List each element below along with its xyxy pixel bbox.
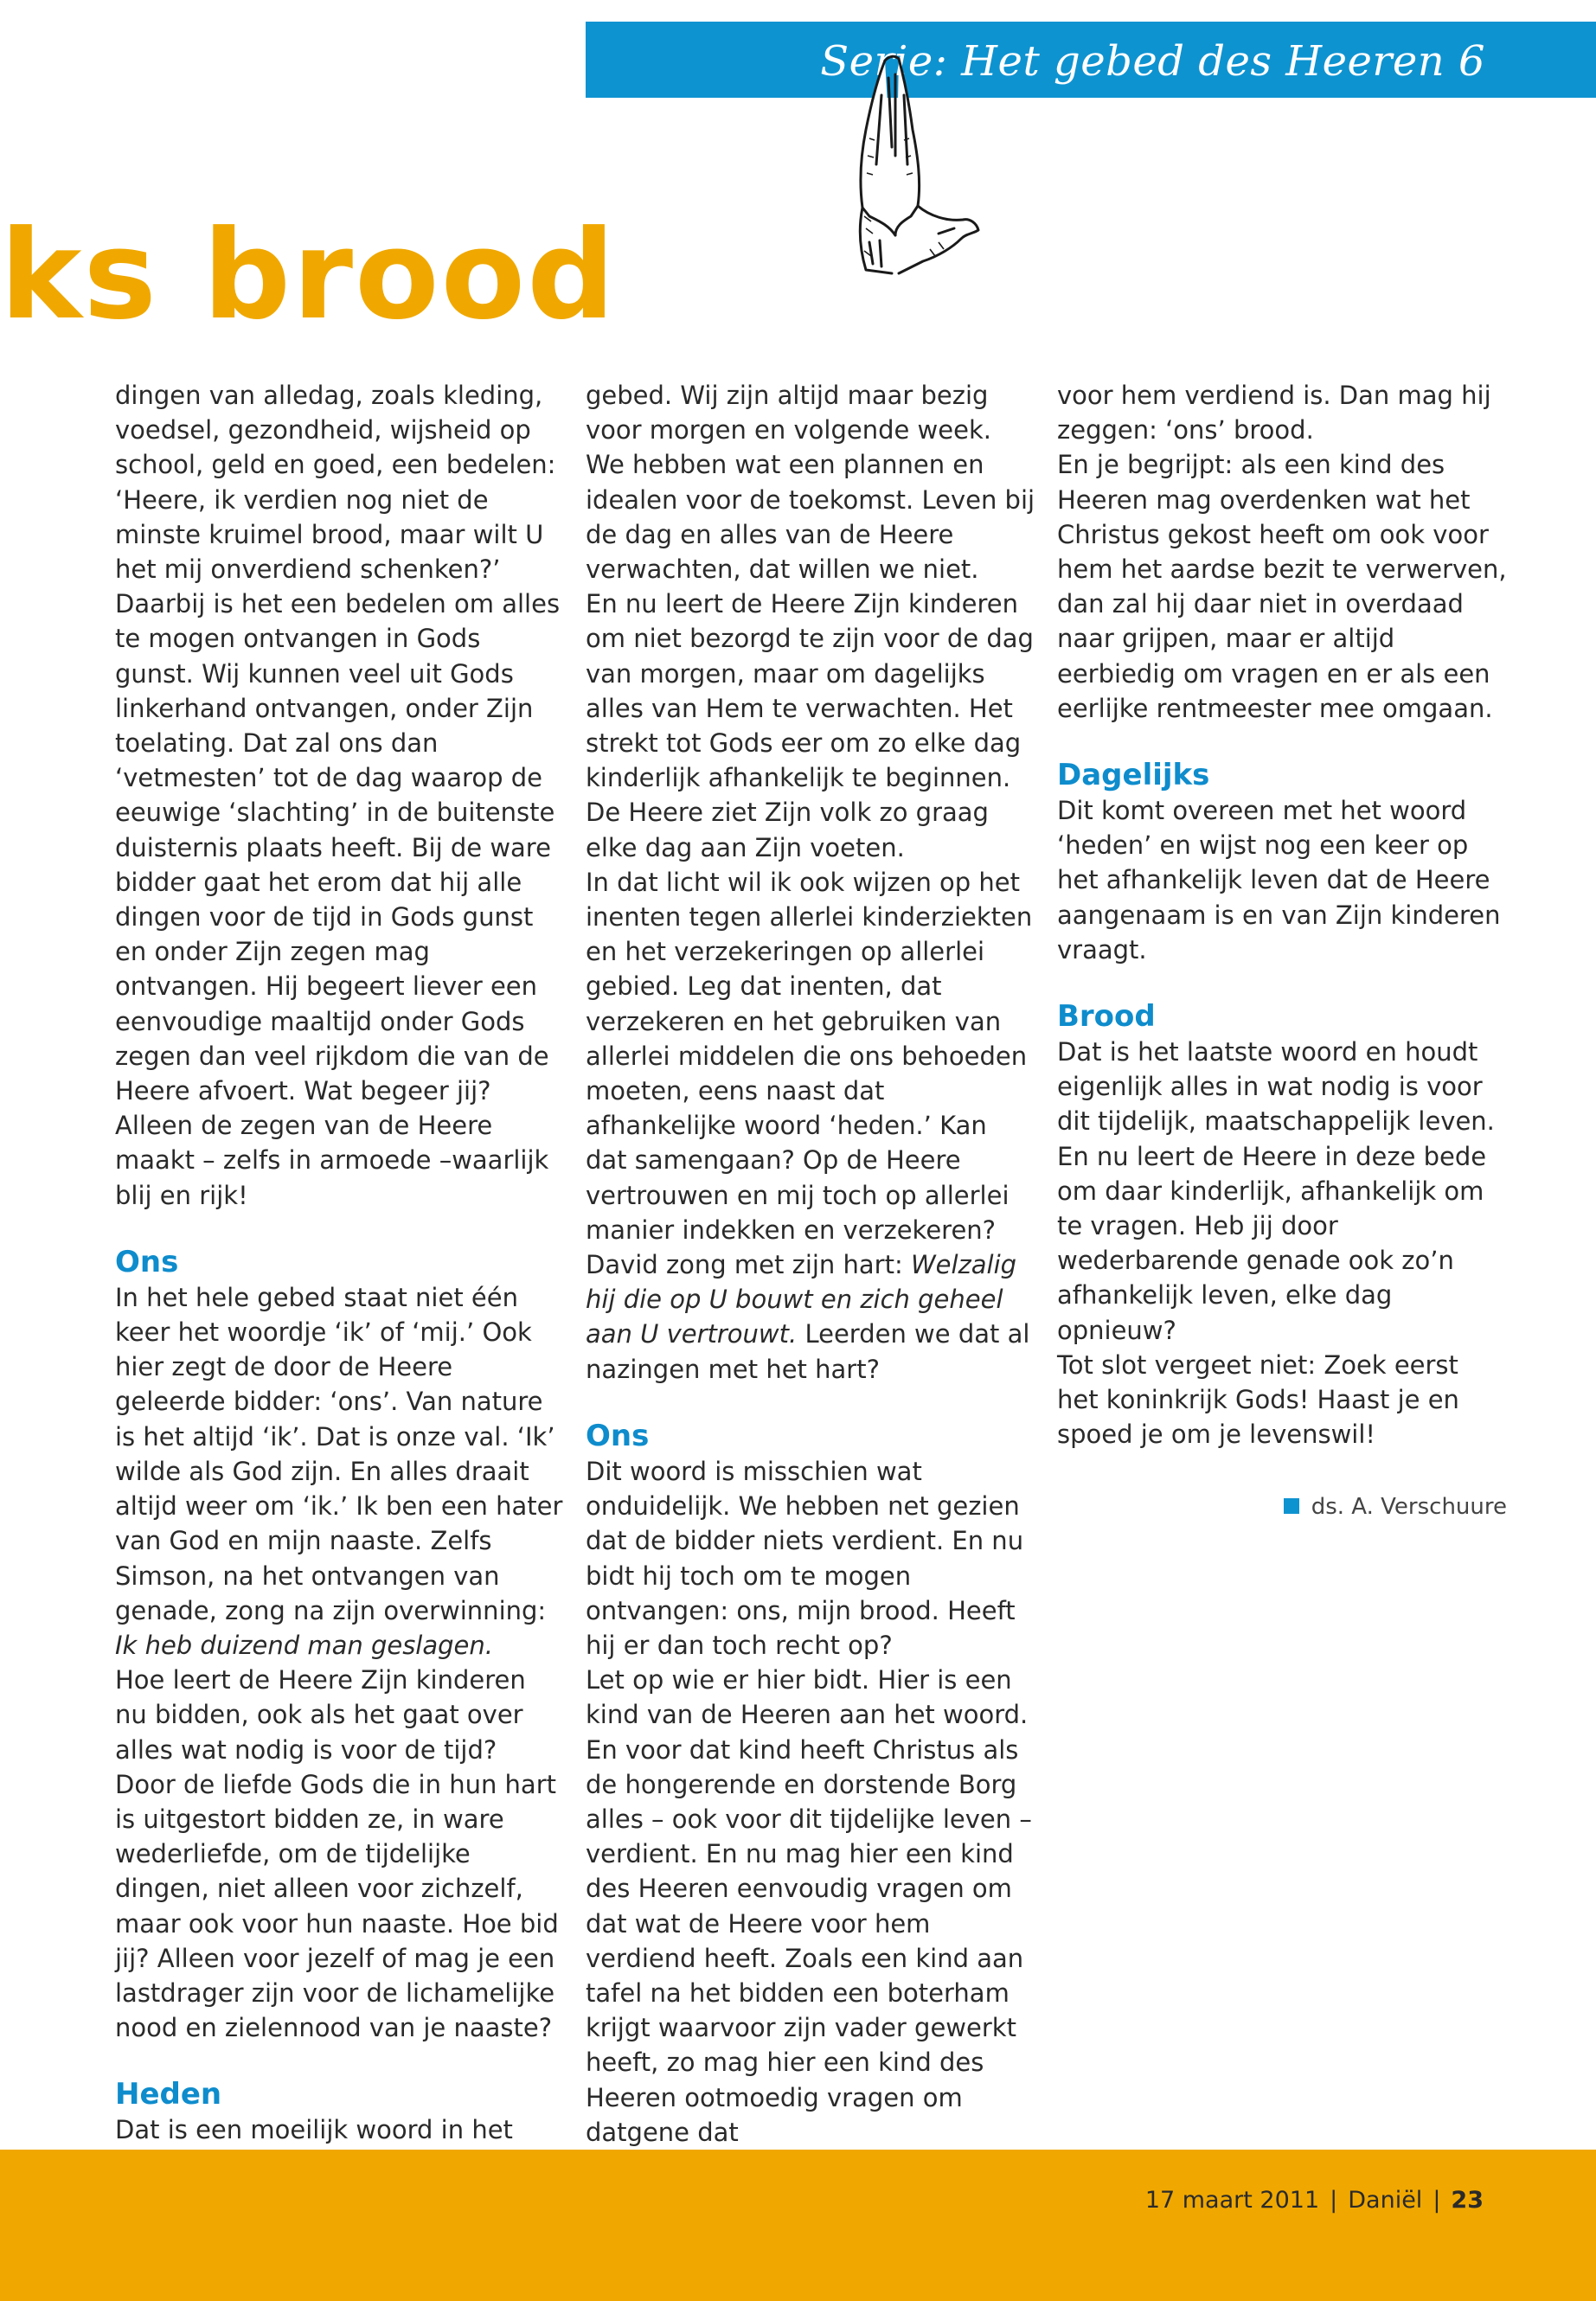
magazine-name: Daniël [1348,2187,1423,2214]
author-name: ds. A. Verschuure [1311,1494,1507,1521]
section-heading-dagelijks: Dagelijks [1057,758,1210,793]
paragraph: Let op wie er hier bidt. Hier is een kind van de Heeren aan het woord. En voor dat kind heeft Christus als de hongerende en dorstende Borg alles – ook voor dit tijdelijke leven – verdient. En nu mag hier een kind des Heeren eenvoudig vragen om dat wat de Heere voor hem verdiend heeft. Zoals een kind aan tafel na het bidden een boterham krijgt waarvoor zijn vader gewerkt heeft, zo mag hier een kind des Heeren ootmoedig vragen om datgene dat [586,1665,1032,2147]
paragraph: Daarbij is het een bedelen om alles te mogen ontvangen in Gods gunst. Wij kunnen veel uit Gods linkerhand ontvangen, onder Zijn toelating. Dat zal ons dan ‘vetmesten’ tot de dag waarop de eeuwige ‘slachting’ in de buitenste duisternis plaats heeft. Bij de ware bidder gaat het erom dat hij alle dingen voor de tijd in Gods gunst en onder Zijn zegen mag ontvangen. Hij begeert liever een eenvoudige maaltijd onder Gods zegen dan veel rijkdom die van de Heere afvoert. Wat begeer jij? Alleen de zegen van de Heere maakt – zelfs in armoede –waarlijk blij en rijk! [115,589,561,1210]
footer-bar [0,2150,1596,2301]
author-byline [1057,1490,1507,1524]
paragraph: gebed. Wij zijn altijd maar bezig voor morgen en volgende week. We hebben wat een plannen en idealen voor de toekomst. Leven bij de dag en alles van de Heere verwachten, dat willen we niet. [586,381,1035,585]
section-heading-brood: Brood [1057,999,1156,1035]
paragraph: dingen van alledag, zoals kleding, voedsel, gezondheid, wijsheid op school, geld en goed, een bedelen: ‘Heere, ik verdien nog niet de minste kruimel brood, maar wilt U het mij onverdiend schenken?’ [115,381,556,585]
series-title: Serie: Het gebed des Heeren 6 [820,37,1485,86]
paragraph: En nu leert de Heere Zijn kinderen om niet bezorgd te zijn voor de dag van morgen, maar om dagelijks alles van Hem te verwachten. Het strekt tot Gods eer om zo elke dag kinderlijk afhankelijk te beginnen. De Heere ziet Zijn volk zo graag elke dag aan Zijn voeten. [586,589,1034,862]
section-heading-ons: Ons [115,1244,179,1279]
paragraph: Dit komt overeen met het woord ‘heden’ en wijst nog een keer op het afhankelijk leven dat de Heere aangenaam is en van Zijn kinderen vraagt. [1057,796,1501,965]
paragraph: In dat licht wil ik ook wijzen op het inenten tegen allerlei kinderziekten en het verzekeringen op allerlei gebied. Leg dat inenten, dat verzekeren en het gebruiken van allerlei middelen die ons behoeden moeten, eens naast dat afhankelijke woord ‘heden.’ Kan dat samengaan? Op de Heere vertrouwen en mij toch op allerlei manier indekken en verzekeren? David zong met zijn hart: Welzalig hij die op U bouwt en zich geheel aan U vertrouwt. Leerden we dat al nazingen met het hart? [586,867,1033,1384]
square-bullet-icon [1284,1498,1299,1514]
paragraph: Hoe leert de Heere Zijn kinderen nu bidden, ook als het gaat over alles wat nodig is voor de tijd? Door de liefde Gods die in hun hart is uitgestort bidden ze, in ware wederliefde, om de tijdelijke dingen, niet alleen voor zichzelf, maar ook voor hun naaste. Hoe bid jij? Alleen voor jezelf of mag je een lastdrager zijn voor de lichamelijke nood en zielennood van je naaste? [115,1665,559,2043]
paragraph: Dat is het laatste woord en houdt eigenlijk alles in wat nodig is voor dit tijdelijk, maatschappelijk leven. En nu leert de Heere in deze bede om daar kinderlijk, afhankelijk om te vragen. Heb jij door wederbarende genade ook zo’n afhankelijk leven, elke dag opnieuw? [1057,1037,1495,1345]
praying-hands-icon [809,43,999,285]
article-headline: ks brood [0,204,617,347]
section-heading-heden: Heden [115,2077,222,2112]
separator: | [1433,2187,1441,2214]
separator: | [1330,2187,1338,2214]
paragraph: Tot slot vergeet niet: Zoek eerst het koninkrijk Gods! Haast je en spoed je om je levenswil! [1057,1349,1459,1450]
paragraph: En je begrijpt: als een kind des Heeren mag overdenken wat het Christus gekost heeft om ook voor hem het aardse bezit te verwerven, dan zal hij daar niet in overdaad naar grijpen, maar er altijd eerbiedig om vragen en er als een eerlijke rentmeester mee omgaan. [1057,450,1507,723]
issue-date: 17 maart 2011 [1144,2187,1320,2214]
page-number: 23 [1451,2187,1484,2214]
paragraph: In het hele gebed staat niet één keer het woordje ‘ik’ of ‘mij.’ Ook hier zegt de door de Heere geleerde bidder: ‘ons’. Van nature is het altijd ‘ik’. Dat is onze val. ‘Ik’ wilde als God zijn. En alles draait altijd weer om ‘ik.’ Ik ben een hater van God en mijn naaste. Zelfs Simson, na het ontvangen van genade, zong na zijn overwinning: Ik heb duizend man geslagen. [115,1282,563,1660]
text-column-3 [1057,378,1507,1525]
text-column-1 [115,378,565,2148]
text-column-2 [586,378,1035,2150]
paragraph: Dat is een moeilijk woord in het [115,2115,513,2145]
series-banner [586,22,1596,98]
section-heading-ons: Ons [586,1418,650,1453]
paragraph: Dit woord is misschien wat onduidelijk. We hebben net gezien dat de bidder niets verdient. En nu bidt hij toch om te mogen ontvangen: ons, mijn brood. Heeft hij er dan toch recht op? [586,1456,1024,1660]
paragraph: voor hem verdiend is. Dan mag hij zeggen: ‘ons’ brood. [1057,381,1491,445]
footer-info [1145,2187,1484,2214]
